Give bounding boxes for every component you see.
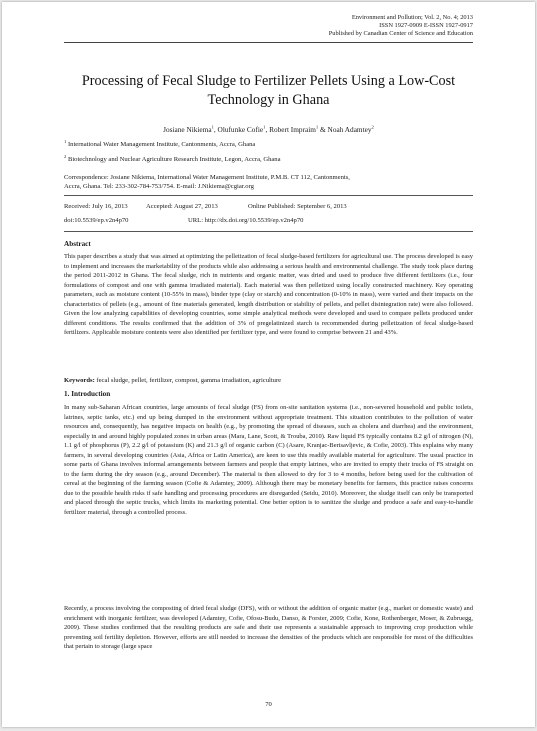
issn-line: ISSN 1927-0909 E-ISSN 1927-0917	[379, 22, 473, 30]
author-affil-mark: 2	[371, 124, 374, 130]
author-affil-mark: 1	[315, 124, 319, 130]
correspondence-line-1: Correspondence: Josiane Nikiema, International Water Management Institute, P.M.B. CT 112, Cantonments,	[64, 174, 350, 181]
abstract-top-divider	[64, 231, 473, 232]
affiliation-text: International Water Management Institute, Cantonments, Accra, Ghana	[67, 141, 256, 148]
received-date: Received: July 16, 2013	[64, 203, 128, 210]
paper-title	[64, 72, 473, 109]
author-name: Josiane Nikiema	[163, 125, 212, 134]
author-separator: ,	[213, 125, 218, 134]
accepted-date: Accepted: August 27, 2013	[146, 203, 218, 210]
introduction-heading: 1. Introduction	[64, 390, 111, 398]
page-number: 70	[265, 701, 272, 708]
publication-dates	[64, 202, 473, 225]
author-separator: ,	[265, 125, 270, 134]
keywords	[64, 376, 473, 385]
author-name: Noah Adamtey	[327, 125, 372, 134]
article-url: URL: http://dx.doi.org/10.5539/ep.v2n4p70	[188, 217, 304, 225]
author-affil-mark: 1	[263, 124, 266, 130]
abstract-text: This paper describes a study that was aimed at optimizing the pelletization of fecal sludge-based fertilizers for agricultural use. The process developed is easy to implement and increases the marketability of the products while also addressing a serious health and environmental challenge. The study took place during the period 2011-2012 in Ghana. The fecal sludge, rich in nutrients and organic matter, was dried and used to produce five different fertilizers (i.e., four formulations of compost and one with gamma irradiated material). Each material was then pelletized using locally constructed machinery. Key operating parameters, such as moisture content (10-55% in mass), binder type (clay or starch) and concentration (0-10% in mass), were varied and their impacts on the characteristics of pellets (e.g., amount of fine materials generated, length distribution or stability of pellets, and pellet disintegration rate) were also followed. Given the low analyzing capabilities of developing countries, some simple analytical methods were developed and used to compare pellets produced under different conditions. The results confirmed that the addition of 3% of pregelatinized starch is recommended during pelletization of fecal sludge-based fertilizers. Applicable moisture contents were also identified per fertilizer type, and were found to comprise between 21 and 43%.	[64, 253, 473, 337]
abstract-heading: Abstract	[64, 240, 91, 248]
affiliation-1	[64, 138, 473, 149]
journal-line: Environment and Pollution; Vol. 2, No. 4; 2013	[351, 14, 473, 21]
affiliation-2	[64, 153, 473, 164]
affiliation-text: Biotechnology and Nuclear Agriculture Research Institute, Legon, Accra, Ghana	[67, 156, 281, 163]
keywords-label: Keywords:	[64, 377, 95, 384]
title-line-1: Processing of Fecal Sludge to Fertilizer Pellets Using a Low-Cost	[81, 73, 456, 89]
header-divider	[64, 42, 473, 43]
dates-top-divider	[64, 195, 473, 196]
correspondence-line-2: Accra, Ghana. Tel: 233-302-784-753/754. E-mail: J.Nikiema@cgiar.org	[64, 183, 254, 191]
author-separator: &	[318, 125, 328, 134]
doi: doi:10.5539/ep.v2n4p70	[64, 217, 129, 225]
author-list	[64, 125, 473, 134]
author-name: Olufunke Cofie	[217, 125, 264, 134]
correspondence	[64, 173, 473, 192]
introduction-paragraph-2: Recently, a process involving the composting of dried fecal sludge (DFS), with or without the addition of organic matter (e.g., market or domestic waste) and enrichment with inorganic fertilizer, was developed (Adamtey, Cofie, Ofosu-Budu, Danso, & Forster, 2009; Cofie, Kone, Rothenberger, Moser, & Zubruegg, 2009). These studies confirmed that the resulting products are safe and their use represents a sustainable approach to improving crop production while preventing soil fertility depletion. However, efforts are still needed to increase the densities of the products which are responsible for most of the difficulties that pertain to storage (large space	[64, 605, 473, 651]
author-name: Robert Impraim	[269, 125, 316, 134]
published-date: Online Published: September 6, 2013	[248, 203, 347, 210]
journal-header	[329, 14, 473, 39]
introduction-paragraph-1: In many sub-Saharan African countries, large amounts of fecal sludge (FS) from on-site sanitation systems (i.e., non-severed household and public toilets, latrines, septic tanks, etc.) end up being dumped in the environment without appropriate treatment. This situation contributes to the pollution of water resources and, consequently, has negative impacts on health (e.g., by promoting the spread of diseases, such as cholera and diarrhea) and the environment, especially in and around highly populated zones in urban areas (Mara, Lane, Scott, & Trouba, 2010). Raw liquid FS typically contains 8.2 g/l of nitrogen (N), 1.1 g/l of phosphorus (P), 2.2 g/l of potassium (K) and 21.3 g/l of organic carbon (C) (Asare, Kranjac-Berisavljevic, & Cofie, 2003). This explains why many farmers, in several developing countries (Asia, Africa or Latin America), are keen to use this readily available material for agriculture. The usual practice in some parts of Ghana involves informal arrangements between farmers and people that empty latrines, who are invited to empty their trucks of FS straight on to the farm during the dry season (e.g., around December). The material is then allowed to dry for 3 to 4 months, before being used for the cultivation of cereal at the beginning of the farming season (Cofie & Adamtey, 2009). Although there may be monetary benefits for farmers, this practice raises concerns due to the possible health risks if safe handling and processing procedures are disregarded (Seidu, 2010). Moreover, the sludge itself can only be transported and placed through the septic trucks, which limits its marketing potential. One better option is to sanitize the sludge and produce a safe and easy-to-handle fertilizer material, through a controlled process.	[64, 404, 473, 517]
title-line-2: Technology in Ghana	[207, 91, 330, 108]
paper-page	[2, 2, 535, 727]
publisher-line: Published by Canadian Center of Science and Education	[328, 30, 473, 38]
keywords-text: fecal sludge, pellet, fertilizer, compost, gamma irradiation, agriculture	[94, 377, 282, 384]
affiliation-mark: 1	[64, 138, 67, 144]
author-affil-mark: 1	[211, 124, 214, 130]
affiliation-mark: 2	[64, 153, 67, 159]
